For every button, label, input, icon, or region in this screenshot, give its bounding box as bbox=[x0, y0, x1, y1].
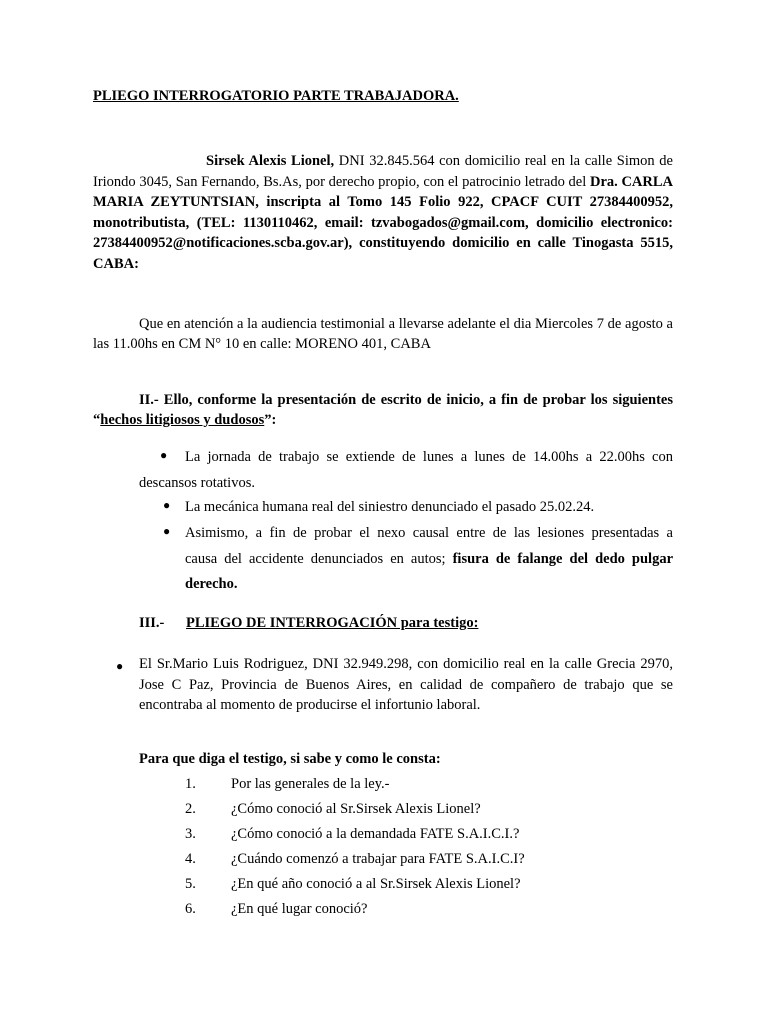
bullet-icon: ● bbox=[160, 448, 168, 462]
hearing-paragraph: Que en atención a la audiencia testimonial a llevarse adelante el dia Miercoles 7 de agosto a las 11.00hs en CM N° 10 en calle: MORENO 401, CABA bbox=[93, 316, 673, 352]
intro-paragraph bbox=[93, 151, 673, 274]
bullet-icon: ● bbox=[116, 659, 124, 673]
question-number: 5. bbox=[185, 876, 196, 892]
fact-3-text: causa del accidente denunciados en autos; bbox=[185, 551, 453, 567]
question-text: ¿Cuándo comenzó a trabajar para FATE S.A.I.C.I? bbox=[231, 851, 525, 867]
question-text: ¿En qué lugar conoció? bbox=[231, 901, 368, 917]
section-2-underlined: hechos litigiosos y dudosos bbox=[100, 412, 265, 428]
fact-1-line-2: descansos rotativos. bbox=[139, 475, 255, 491]
question-text: ¿Cómo conoció al Sr.Sirsek Alexis Lionel? bbox=[231, 801, 481, 817]
section-2-text: II.- Ello, conforme la presentación de escrito de inicio, a fin de probar los siguientes “ bbox=[93, 392, 673, 428]
question-number: 4. bbox=[185, 851, 196, 867]
fact-3-line-2 bbox=[185, 546, 673, 572]
fact-2: La mecánica humana real del siniestro denunciado el pasado 25.02.24. bbox=[185, 499, 595, 515]
fact-3-line-3: derecho. bbox=[185, 576, 238, 592]
bullet-icon: ● bbox=[163, 524, 171, 538]
section-2-end: ”: bbox=[264, 412, 277, 428]
section-3-number: III.- bbox=[139, 615, 165, 631]
fact-1-line-1: La jornada de trabajo se extiende de lunes a lunes de 14.00hs a 22.00hs con bbox=[185, 449, 673, 465]
question-number: 6. bbox=[185, 901, 196, 917]
section-3-heading: PLIEGO DE INTERROGACIÓN para testigo: bbox=[186, 615, 479, 631]
question-text: ¿Cómo conoció a la demandada FATE S.A.I.C.I.? bbox=[231, 826, 520, 842]
fact-3-line-1: Asimismo, a fin de probar el nexo causal entre de las lesiones presentadas a bbox=[185, 525, 673, 541]
lawyer-details: Dra. CARLA MARIA ZEYTUNTSIAN, inscripta al Tomo 145 Folio 922, CPACF CUIT 27384400952, monotributista, (TEL: 1130110462, email: tzvabogados@gmail.com, domicilio electronico: 27384400952@notificaciones.scba.gov.ar), constituyendo domicilio en calle Tinogasta 5515, CABA: bbox=[93, 173, 673, 272]
questions-intro: Para que diga el testigo, si sabe y como le consta: bbox=[139, 751, 441, 767]
fact-3-bold: fisura de falange del dedo pulgar bbox=[452, 551, 674, 567]
witness-paragraph: El Sr.Mario Luis Rodriguez, DNI 32.949.298, con domicilio real en la calle Grecia 2970, Jose C Paz, Provincia de Buenos Aires, en calidad de compañero de trabajo que se encontraba al momento de producirse el infortunio laboral. bbox=[139, 656, 673, 713]
question-number: 2. bbox=[185, 801, 196, 817]
section-2-paragraph bbox=[93, 390, 673, 430]
question-text: Por las generales de la ley.- bbox=[231, 776, 390, 792]
intro-text: DNI 32.845.564 con domicilio real en la calle Simon de Iriondo 3045, San Fernando, Bs.As, por derecho propio, con el patrocinio letrado del bbox=[93, 153, 673, 190]
question-text: ¿En qué año conoció a al Sr.Sirsek Alexis Lionel? bbox=[231, 876, 521, 892]
document-title: PLIEGO INTERROGATORIO PARTE TRABAJADORA. bbox=[93, 88, 459, 104]
question-number: 1. bbox=[185, 776, 196, 792]
bullet-icon: ● bbox=[163, 498, 171, 512]
question-number: 3. bbox=[185, 826, 196, 842]
plaintiff-name: Sirsek Alexis Lionel, bbox=[206, 153, 335, 169]
